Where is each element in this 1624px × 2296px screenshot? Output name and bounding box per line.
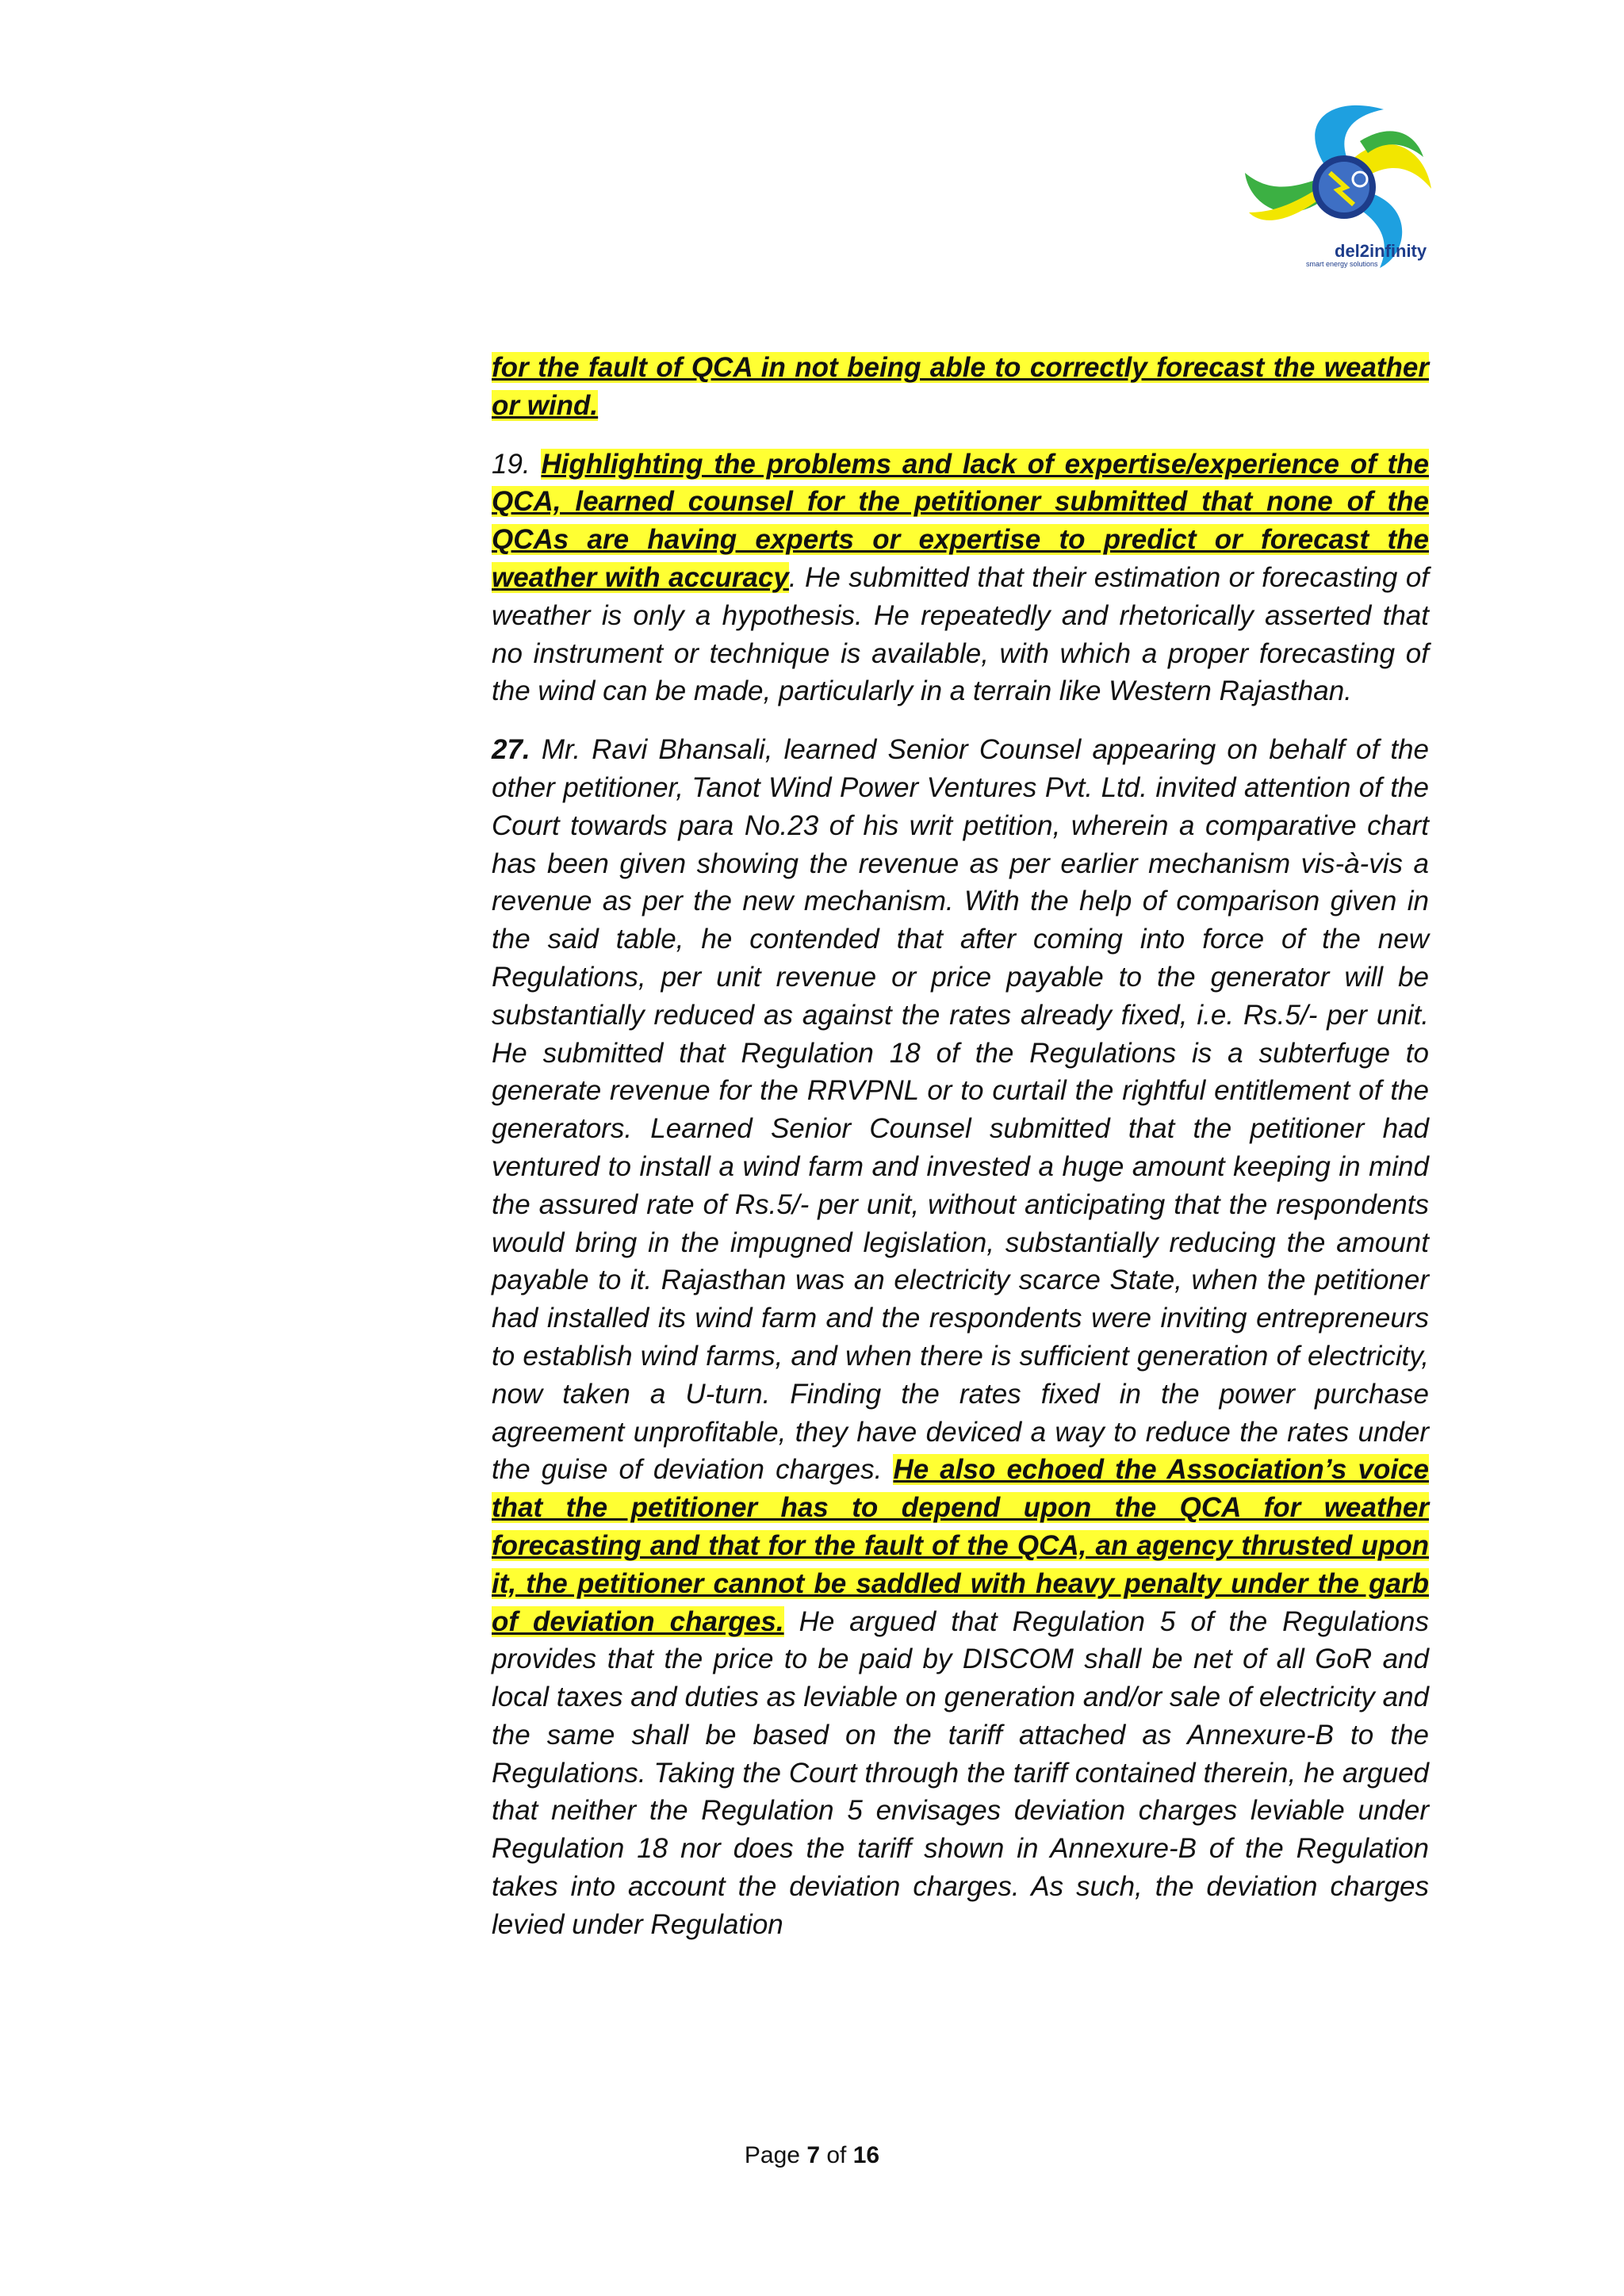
paragraph-text: . He submitted that their estimation or forecasting of weather is only a hypothesis. He repeatedly and rhetorically asserted that no instrument or technique is available, with which a proper forecasting of the wind can be made, particularly in a terrain like Western Rajasthan. [492,561,1430,707]
total-pages: 16 [852,2142,880,2168]
highlighted-text: for the fault of QCA in not being able to correctly forecast the weather or wind. [492,352,1429,421]
page-label: Page [744,2142,800,2168]
highlighted-text: He also echoed the Association’s voice that the petitioner has to depend upon the QCA for weather forecasting and that for the fault of the QCA, an agency thrusted upon it, the petitioner cannot be saddled with heavy penalty under the garb of deviation charges. [492,1454,1429,1637]
paragraph-number: 27. [492,734,530,766]
paragraph-text: Mr. Ravi Bhansali, learned Senior Counsel appearing on behalf of the other petitioner, Tanot Wind Power Ventures Pvt. Ltd. invited attention of the Court towards para No.23 of his writ petition, wherein a comparative chart has been given showing the revenue as per earlier mechanism vis-à-vis a revenue as per the new mechanism. With the help of comparison given in the said table, he contended that after coming into force of the new Regulations, per unit revenue or price payable to the generator will be substantially reduced as against the rates already fixed, i.e. Rs.5/- per unit. He submitted that Regulation 18 of the Regulations is a subterfuge to generate revenue for the RRVPNL or to curtail the rightful entitlement of the generators. Learned Senior Counsel submitted that the petitioner had ventured to install a wind farm and invested a huge amount keeping in mind the assured rate of Rs.5/- per unit, without anticipating that the respondents would bring in the impugned legislation, substantially reducing the amount payable to it. Rajasthan was an electricity scarce State, when the petitioner had installed its wind farm and the respondents were inviting entrepreneurs to establish wind farms, and when there is sufficient generation of electricity, now taken a U-turn. Finding the rates fixed in the power purchase agreement unprofitable, they have deviced a way to reduce the rates under the guise of deviation charges. [492,734,1429,1486]
of-label: of [826,2142,847,2168]
logo-tagline: smart energy solutions [1306,260,1378,268]
logo-brand-name: del2infinity [1335,241,1427,261]
current-page-number: 7 [806,2142,820,2168]
paragraph-text-continued: He argued that Regulation 5 of the Regulations provides that the price to be paid by DISCOM shall be net of all GoR and local taxes and duties as leviable on generation and/or sale of electricity and the same shall be based on the tariff attached as Annexure-B to the Regulations. Taking the Court through the tariff contained therein, he argued that neither the Regulation 5 envisages deviation charges leviable under Regulation 18 nor does the tariff shown in Annexure-B of the Regulation takes into account the deviation charges. As such, the deviation charges levied under Regulation [492,1605,1429,1940]
paragraph-19 [492,446,1429,711]
document-body [492,349,1429,1965]
page-footer [0,2142,1624,2169]
paragraph-27 [492,731,1429,1944]
company-logo [1241,94,1435,284]
paragraph-continuation [492,349,1429,425]
paragraph-number: 19. [492,448,530,480]
highlighted-text: Highlighting the problems and lack of expertise/experience of the QCA, learned counsel for the petitioner submitted that none of the QCAs are having experts or expertise to predict or forecast the weather with accuracy [492,448,1429,593]
